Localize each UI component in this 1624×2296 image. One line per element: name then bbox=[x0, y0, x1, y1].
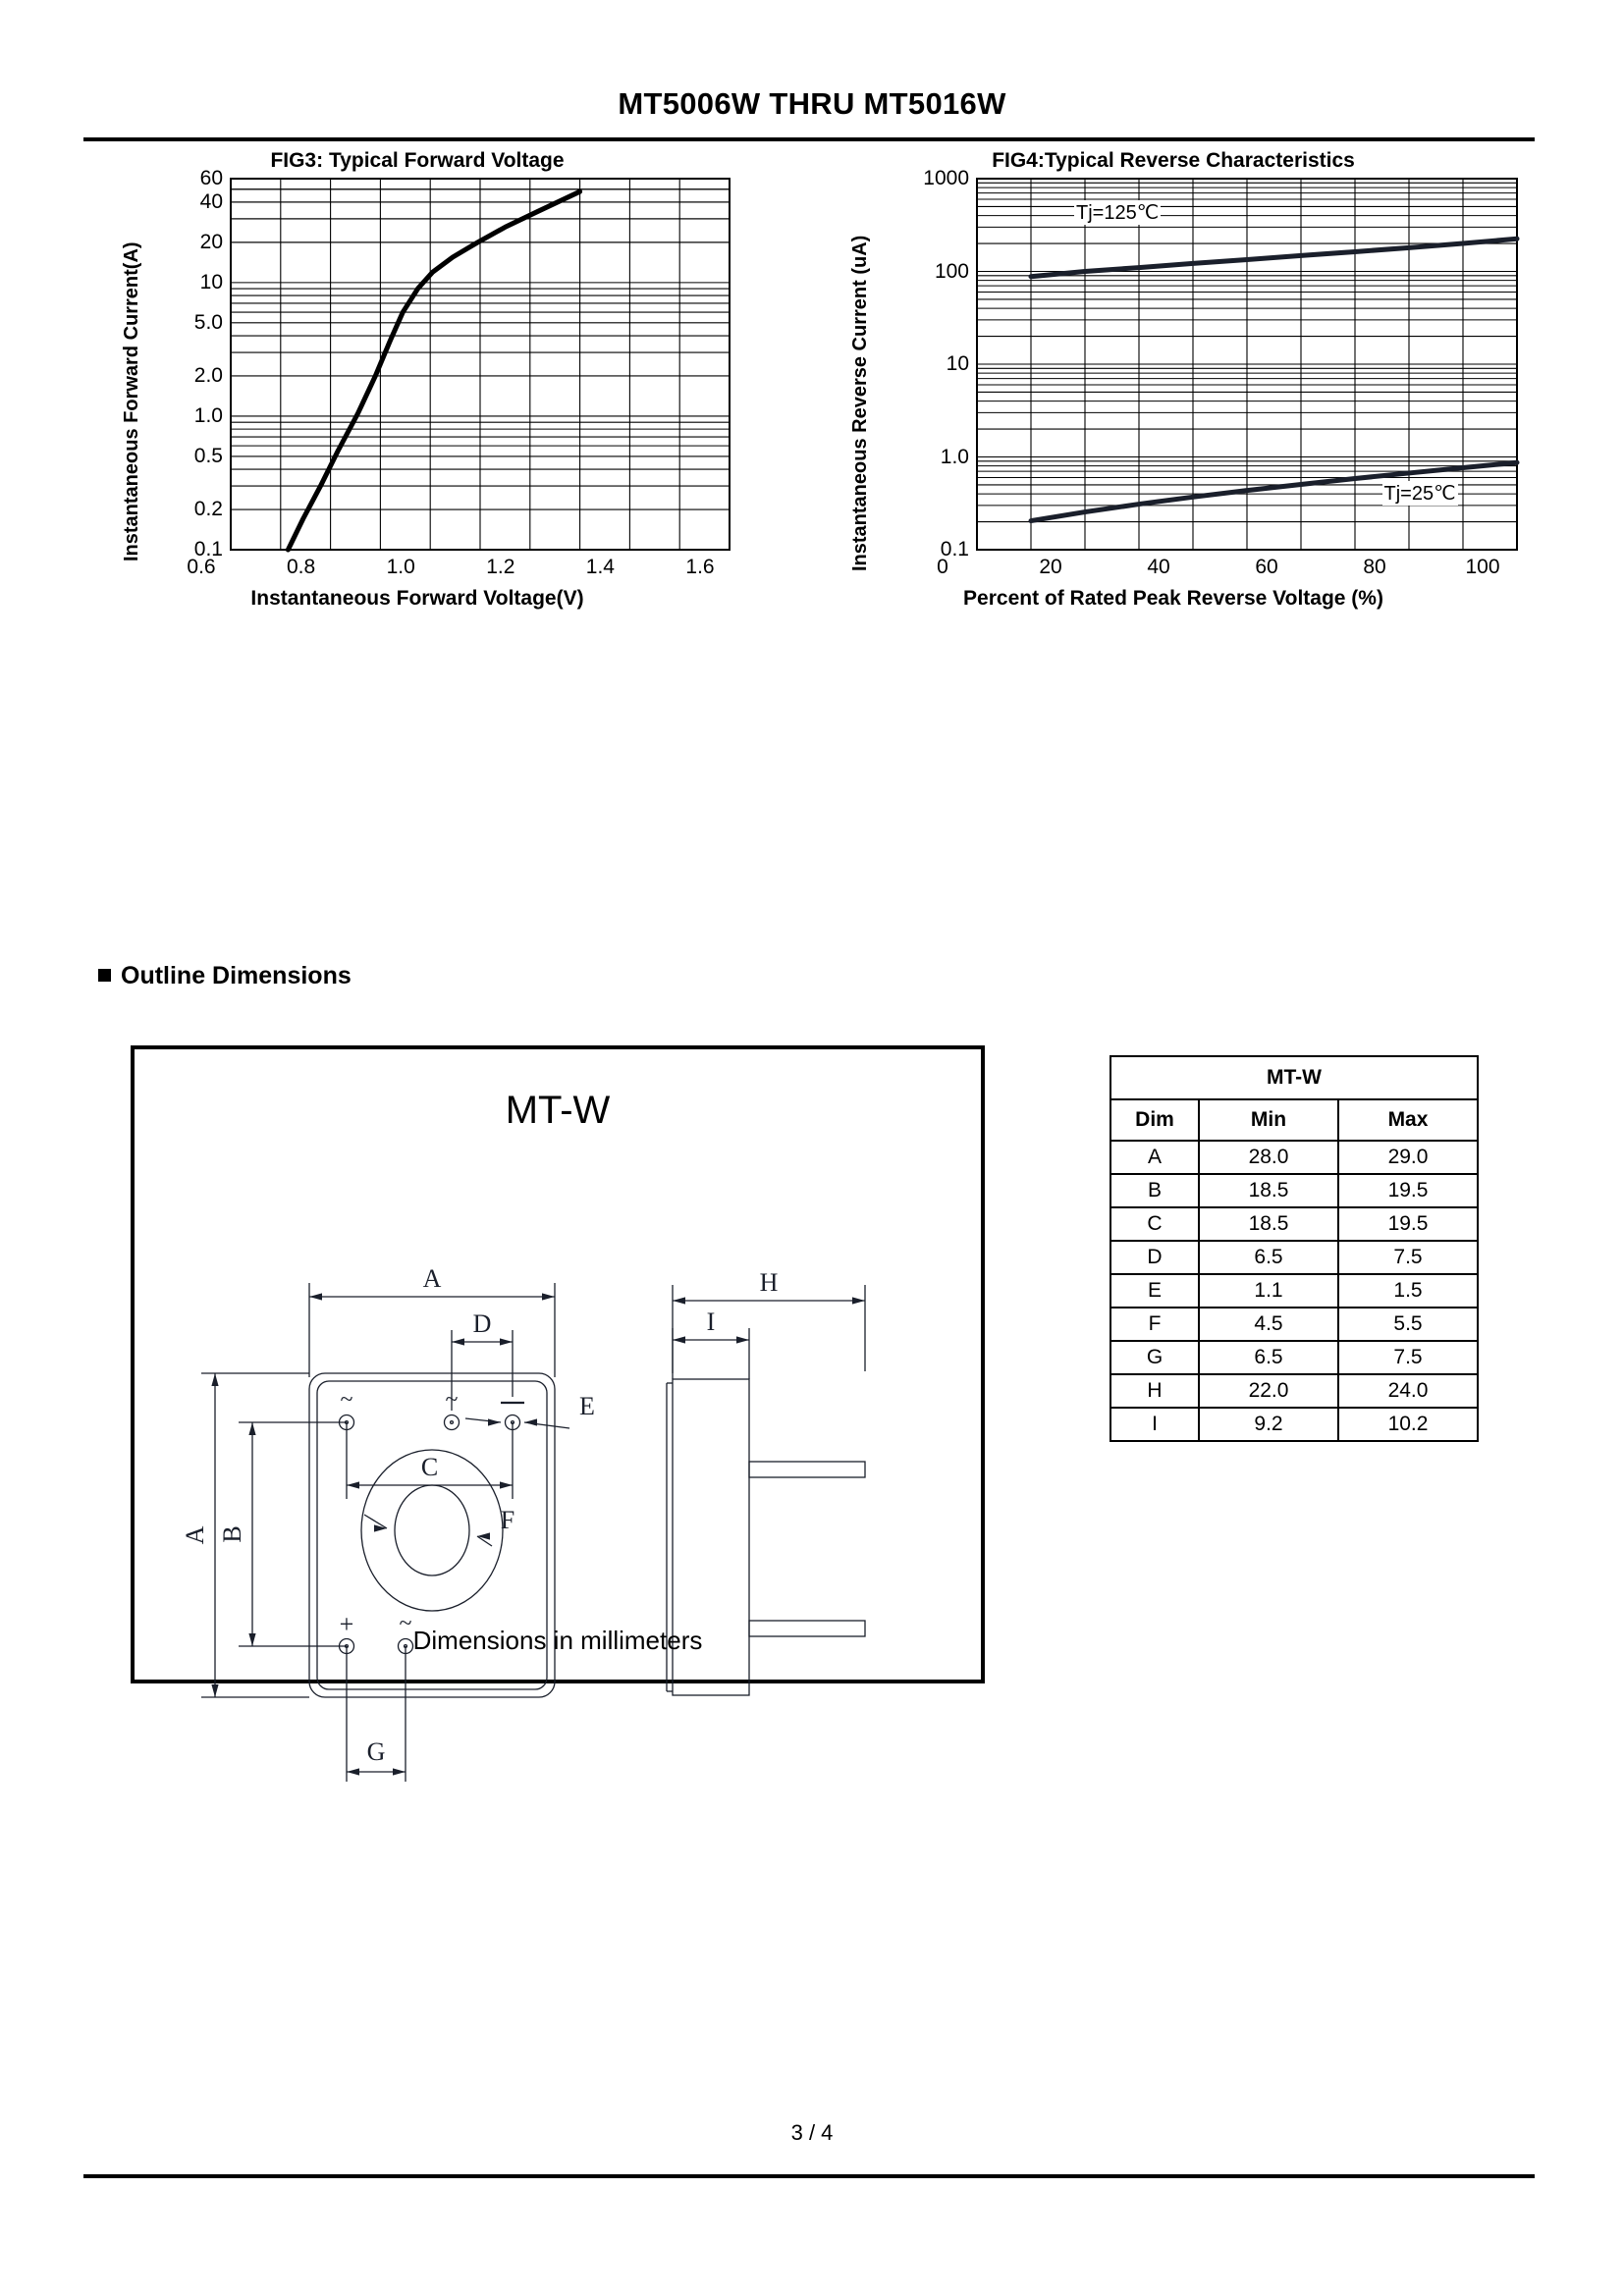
dim-cell-min: 18.5 bbox=[1199, 1207, 1338, 1241]
dim-cell-min: 6.5 bbox=[1199, 1241, 1338, 1274]
square-bullet-icon bbox=[98, 969, 111, 982]
dim-table-title-row bbox=[1110, 1056, 1478, 1099]
fig3-x-axis-label: Instantaneous Forward Voltage(V) bbox=[250, 587, 584, 610]
dim-cell-min: 4.5 bbox=[1199, 1308, 1338, 1341]
header-divider bbox=[83, 137, 1535, 141]
pin-mark-ac-2: ~ bbox=[445, 1387, 459, 1413]
dim-cell-max: 24.0 bbox=[1338, 1374, 1478, 1408]
package-drawing-panel bbox=[131, 1045, 985, 1766]
table-row bbox=[1110, 1174, 1478, 1207]
dim-table-header-row bbox=[1110, 1099, 1478, 1141]
dim-cell-max: 10.2 bbox=[1338, 1408, 1478, 1441]
fig4-title: FIG4:Typical Reverse Characteristics bbox=[992, 149, 1355, 172]
dim-callout-b: B bbox=[218, 1525, 246, 1543]
dim-cell-dim: E bbox=[1110, 1274, 1199, 1308]
package-units-note: Dimensions in millimeters bbox=[412, 1626, 703, 1655]
table-row bbox=[1110, 1374, 1478, 1408]
table-row bbox=[1110, 1241, 1478, 1274]
table-row bbox=[1110, 1274, 1478, 1308]
fig4-x-tick: 0 bbox=[937, 556, 948, 578]
fig4-x-tick: 60 bbox=[1255, 556, 1278, 578]
fig4-x-tick: 100 bbox=[1465, 556, 1500, 578]
dim-cell-min: 18.5 bbox=[1199, 1174, 1338, 1207]
fig4-annotation-1: Tj=125℃ bbox=[1076, 201, 1160, 224]
dim-callout-c: C bbox=[420, 1453, 439, 1481]
fig3-y-tick: 20 bbox=[199, 230, 223, 253]
table-row bbox=[1110, 1341, 1478, 1374]
table-row bbox=[1110, 1207, 1478, 1241]
dim-callout-a-top: A bbox=[422, 1264, 442, 1293]
dim-cell-max: 5.5 bbox=[1338, 1308, 1478, 1341]
dim-table-col-min: Min bbox=[1199, 1099, 1338, 1141]
fig3-y-tick: 10 bbox=[199, 270, 223, 294]
fig3-y-axis-label: Instantaneous Forward Current(A) bbox=[121, 241, 142, 561]
dim-cell-min: 28.0 bbox=[1199, 1141, 1338, 1174]
dim-cell-dim: G bbox=[1110, 1341, 1199, 1374]
package-name: MT-W bbox=[505, 1089, 611, 1132]
dim-cell-dim: A bbox=[1110, 1141, 1199, 1174]
figure-fig4 bbox=[820, 149, 1527, 611]
figure-fig3 bbox=[93, 149, 741, 611]
pin-mark-ac-3: ~ bbox=[399, 1611, 412, 1636]
fig4-x-tick: 20 bbox=[1039, 556, 1062, 578]
fig3-y-tick: 0.5 bbox=[193, 444, 223, 467]
fig3-y-tick: 60 bbox=[199, 167, 223, 189]
dim-callout-g: G bbox=[366, 1737, 386, 1766]
fig3-x-tick: 1.6 bbox=[685, 556, 715, 578]
fig4-x-tick: 80 bbox=[1363, 556, 1386, 578]
dim-cell-max: 7.5 bbox=[1338, 1241, 1478, 1274]
fig3-y-tick: 5.0 bbox=[193, 310, 223, 334]
dim-cell-max: 19.5 bbox=[1338, 1207, 1478, 1241]
fig4-y-tick: 0.1 bbox=[940, 538, 969, 561]
fig4-y-axis-label: Instantaneous Reverse Current (uA) bbox=[849, 235, 871, 571]
dim-cell-dim: C bbox=[1110, 1207, 1199, 1241]
fig3-x-tick: 0.8 bbox=[286, 556, 316, 578]
fig3-y-tick: 1.0 bbox=[193, 403, 223, 427]
outline-dimensions-heading-text: Outline Dimensions bbox=[121, 962, 352, 989]
dim-callout-i: I bbox=[706, 1308, 716, 1336]
table-row bbox=[1110, 1308, 1478, 1341]
dim-table-title: MT-W bbox=[1110, 1056, 1478, 1099]
dim-table-col-max: Max bbox=[1338, 1099, 1478, 1141]
dim-cell-dim: H bbox=[1110, 1374, 1199, 1408]
fig4-y-tick: 100 bbox=[934, 259, 969, 283]
dim-callout-e: E bbox=[579, 1392, 595, 1420]
fig3-x-tick: 1.4 bbox=[585, 556, 615, 578]
dim-cell-max: 19.5 bbox=[1338, 1174, 1478, 1207]
table-row bbox=[1110, 1408, 1478, 1441]
dim-cell-dim: I bbox=[1110, 1408, 1199, 1441]
fig4-annotation-2: Tj=25℃ bbox=[1383, 483, 1456, 506]
dim-callout-h: H bbox=[759, 1268, 779, 1297]
dim-cell-min: 9.2 bbox=[1199, 1408, 1338, 1441]
fig3-x-tick: 0.6 bbox=[187, 556, 216, 578]
fig4-x-tick: 40 bbox=[1147, 556, 1170, 578]
fig3-y-tick: 40 bbox=[199, 189, 223, 213]
page-number: 3 / 4 bbox=[790, 2120, 834, 2145]
dim-table-col-dim: Dim bbox=[1110, 1099, 1199, 1141]
dim-cell-dim: F bbox=[1110, 1308, 1199, 1341]
dim-cell-max: 29.0 bbox=[1338, 1141, 1478, 1174]
package-outline-drawing bbox=[135, 1049, 981, 1766]
dim-callout-f: F bbox=[500, 1506, 515, 1534]
dimension-table bbox=[1110, 1055, 1479, 1442]
table-row bbox=[1110, 1141, 1478, 1174]
page-title: MT5006W THRU MT5016W bbox=[618, 86, 1006, 121]
dim-cell-min: 22.0 bbox=[1199, 1374, 1338, 1408]
dim-callout-d: D bbox=[472, 1309, 492, 1338]
fig3-x-tick: 1.2 bbox=[486, 556, 515, 578]
dim-cell-dim: D bbox=[1110, 1241, 1199, 1274]
dim-cell-min: 1.1 bbox=[1199, 1274, 1338, 1308]
dim-cell-dim: B bbox=[1110, 1174, 1199, 1207]
fig3-title: FIG3: Typical Forward Voltage bbox=[270, 149, 565, 172]
fig4-x-axis-label: Percent of Rated Peak Reverse Voltage (%) bbox=[963, 587, 1383, 610]
outline-dimensions-heading bbox=[98, 962, 352, 990]
pin-mark-ac-1: ~ bbox=[340, 1387, 353, 1413]
footer-divider bbox=[83, 2174, 1535, 2178]
fig3-y-tick: 0.1 bbox=[193, 538, 223, 561]
fig3-y-tick: 2.0 bbox=[193, 363, 223, 387]
dim-cell-min: 6.5 bbox=[1199, 1341, 1338, 1374]
dim-cell-max: 1.5 bbox=[1338, 1274, 1478, 1308]
fig3-y-tick: 0.2 bbox=[193, 498, 223, 521]
fig4-y-tick: 1.0 bbox=[940, 445, 969, 468]
dim-callout-a-left: A bbox=[181, 1525, 209, 1545]
fig4-y-tick: 10 bbox=[946, 352, 969, 375]
pin-mark-positive: + bbox=[339, 1610, 354, 1638]
fig3-x-tick: 1.0 bbox=[386, 556, 415, 578]
dim-cell-max: 7.5 bbox=[1338, 1341, 1478, 1374]
fig4-y-tick: 1000 bbox=[923, 167, 969, 189]
